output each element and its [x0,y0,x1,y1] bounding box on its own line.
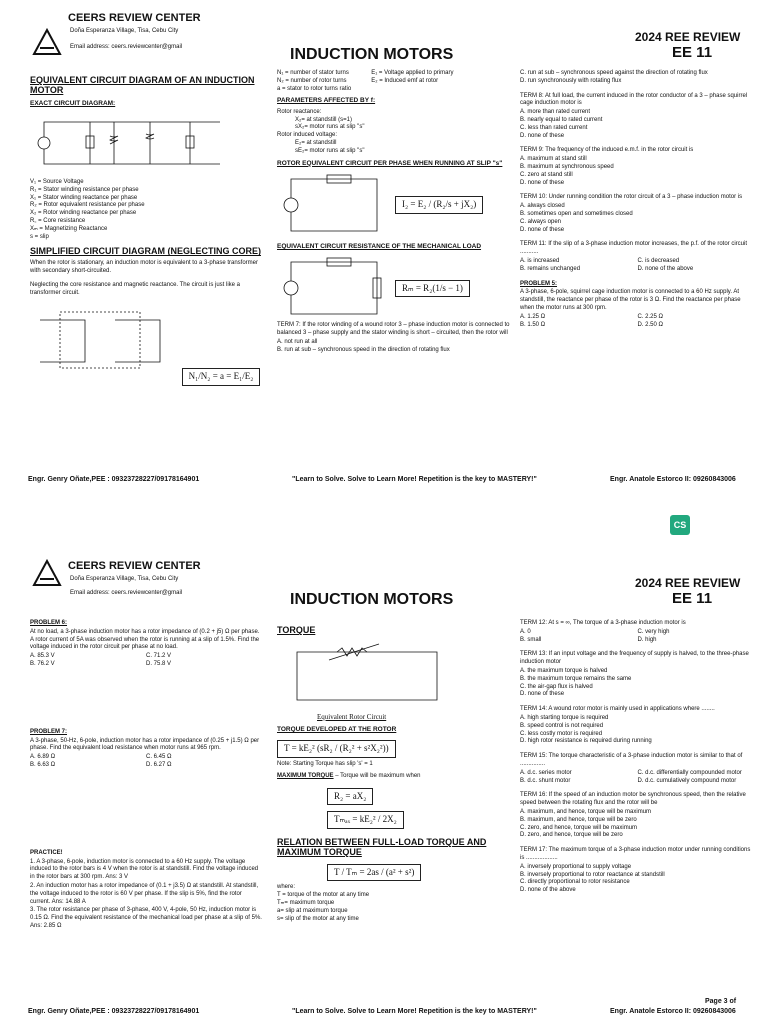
question-stem: TERM 8: At full load, the current induced in the rotor conductor of a 3 – phase squirrel cage induction motor is [520,92,748,107]
question-stem: TERM 11: If the slip of a 3-phase induction motor increases, the p.f. of the rotor circuit ........... [520,241,747,256]
answer-option: C. always open [520,218,562,225]
subsection-heading: PARAMETERS AFFECTED BY f: [277,97,376,105]
org-email: Email address: ceers.reviewcenter@gmail [70,590,183,596]
note: Note: Starting Torque has slip 's' = 1 [277,760,373,767]
practice-heading: PRACTICE! [30,849,63,856]
turns-ratio-formula: N₁/N₂ = a = E₁/E₂ [182,368,261,386]
param-line: Rotor induced voltage: [277,132,338,139]
footer-right: Engr. Anatole Estorco II: 09260843006 [610,1008,736,1015]
review-label: 2024 REE REVIEW [635,576,741,590]
answer-option: D. high [637,636,657,643]
answer-option: D. none of the above [637,265,694,272]
footer-left: Engr. Genry Oñate,PEE : 09323728227/09178164901 [28,476,200,483]
answer-option: C. less costly motor is required [520,730,603,737]
answer-option: C. run at sub – synchronous speed against the direction of rotating flux [520,70,708,76]
definition-line: a = stator to rotor turns ratio [277,85,352,92]
answer-option: C. less than rated current [520,124,588,131]
problem-text: A 3-phase, 50-Hz, 6-pole, induction motor has a rotor impedance of (0.25 + j1.5) Ω per phase. Find the equivalent load resistance when motor runs at 965 rpm. [30,737,260,752]
term-12 [520,620,755,644]
definition-line: R₁ = Stator winding resistance per phase [30,186,139,193]
answer-option: B. small [520,636,542,643]
answer-option: B. maximum, and hence, torque will be zero [520,816,637,823]
answer-option: C. 2.25 Ω [637,313,663,320]
term-16 [520,792,755,840]
term-8 [520,93,755,141]
param-line: Rotor reactance: [277,108,322,115]
rotor-circuit-block [277,171,513,239]
max-torque-condition-formula: R₂ = aX₂ [327,788,373,806]
answer-option: D. 6.27 Ω [146,761,172,768]
section-heading: SIMPLIFIED CIRCUIT DIAGRAM (NEGLECTING CORE) [30,246,261,257]
footer-quote: "Learn to Solve. Solve to Learn More! Repetition is the key to MASTERY!" [292,476,537,483]
problem-text: A 3-phase, 6-pole, squirrel cage induction motor is connected to a 60 Hz supply. At standstill, the reactance per phase of the rotor is 3 Ω. Find the reactance per phase when the motor runs at 300 rpm. [520,289,741,311]
rotor-current-formula: I₂ = E₂ / (R₂/s + jX₂) [395,196,483,214]
question-stem: TERM 10: Under running condition the rotor circuit of a 3 – phase induction motor is [520,194,743,201]
column-two [277,620,513,923]
answer-option: B. speed control is not required [520,722,604,729]
answer-option: A. 0 [520,628,531,635]
answer-option: D. 75.8 V [146,660,172,667]
section-heading: RELATION BETWEEN FULL-LOAD TORQUE AND MAXIMUM TORQUE [277,836,487,857]
answer-option: C. directly proportional to rotor resistance [520,879,630,886]
transformer-diagram [30,306,180,376]
course-code: EE 11 [672,44,713,61]
problem-heading: PROBLEM 6: [30,620,68,626]
term-10 [520,194,755,234]
answer-option: B. inversely proportional to rotor reactance at standstill [520,871,665,878]
section-heading: TORQUE [277,625,316,635]
answer-option: D. 2.50 Ω [637,321,663,328]
subsection-heading: ROTOR EQUIVALENT CIRCUIT PER PHASE WHEN RUNNING AT SLIP "s" [277,159,503,167]
question-stem: TERM 7: If the rotor winding of a wound rotor 3 – phase induction motor is connected to balanced 3 – phase supply and the stator winding is short – circuited, then the rotor will [277,322,510,337]
practice-section [30,850,262,931]
symbol-definitions [277,70,513,93]
load-circuit-block [277,254,513,322]
definition-line: R₂ = Rotor equivalent resistance per phase [30,202,145,209]
param-line: sE₂= motor runs at slip "s" [295,147,365,154]
column-three [520,620,755,902]
answer-option: B. the maximum torque remains the same [520,675,632,682]
rotor-circuit-diagram [277,171,387,239]
where-line: T = torque of the motor at any time [277,892,370,899]
answer-option: A. maximum, and hence, torque will be maximum [520,808,652,815]
ceers-logo-icon [32,26,62,56]
torque-formula: T = kE₂² (sR₂ / (R₂² + s²X₂²)) [277,740,396,758]
definition-line: E₁ = Voltage applied to primary [371,70,454,76]
column-two [277,70,513,362]
page-two [0,512,768,1015]
question-stem: TERM 12: At s = ∞, The torque of a 3-phase induction motor is [520,620,686,626]
page-number: Page 3 of [705,998,737,1005]
answer-option: A. inversely proportional to supply voltage [520,863,632,870]
answer-option: A. the maximum torque is halved [520,667,608,674]
answer-option: B. remains unchanged [520,265,581,272]
camscanner-badge: CS [670,515,690,535]
variable-definitions [30,179,262,241]
answer-option: C. the air-gap flux is halved [520,683,593,690]
answer-option: D. high rotor resistance is required during running [520,738,652,745]
answer-option: A. maximum at stand still [520,156,587,163]
review-label: 2024 REE REVIEW [635,30,741,44]
subsection-heading: EXACT CIRCUIT DIAGRAM: [30,99,116,107]
answer-option: B. 6.63 Ω [30,761,56,768]
question-stem: TERM 16: If the speed of an induction motor be synchronous speed, then the relative speed between the rotating flux and the rotor will be [520,792,746,807]
column-one [30,70,262,389]
subsection-heading: EQUIVALENT CIRCUIT RESISTANCE OF THE MECHANICAL LOAD [277,243,482,251]
answer-option: B. maximum at synchronous speed [520,163,614,170]
figure-caption: Equivalent Rotor Circuit [317,712,387,721]
footer-left: Engr. Genry Oñate,PEE : 09323728227/09178164901 [28,1008,200,1015]
page-one [0,0,768,500]
paragraph: When the rotor is stationary, an induction motor is equivalent to a 3-phase transformer with secondary short-circuited. [30,260,259,275]
definition-line: X₂ = Rotor winding reactance per phase [30,210,137,217]
org-name: CEERS REVIEW CENTER [68,12,201,24]
answer-option: A. high starting torque is required [520,714,609,721]
term-7 [277,322,513,354]
page-title: INDUCTION MOTORS [290,591,454,608]
where-line: s= slip of the motor at any time [277,915,359,922]
answer-option: D. none of these [520,226,565,233]
definition-line: R꜀ = Core resistance [30,218,86,224]
answer-option: C. 71.2 V [146,653,172,660]
definition-line: N₂ = number of rotor turns [277,77,347,84]
question-stem: TERM 14: A wound rotor motor is mainly used in applications where ........ [520,706,715,713]
answer-option: A. more than rated current [520,109,591,116]
where-line: Tₘ= maximum torque [277,899,335,906]
answer-option: D. none of these [520,179,565,186]
answer-option: C. zero at stand still [520,171,573,178]
term-15 [520,753,755,785]
answer-option: D. d.c. cumulatively compound motor [637,777,737,784]
param-line: sX₂= motor runs at slip "s" [295,124,365,131]
answer-option: D. run synchronously with rotating flux [520,77,622,84]
answer-option: A. 1.25 Ω [520,313,546,320]
practice-item: 1. A 3-phase, 6-pole, induction motor is connected to a 60 Hz supply. The voltage induced to the rotor bars is 4 V when the rotor is at standstill. Find the voltage induced in the rotor bars at 300 rpm. Ans: 3 V [30,858,259,881]
term-9 [520,147,755,187]
column-three [520,70,755,336]
practice-item: 2. An induction motor has a rotor impedance of (0.1 + j3.5) Ω at standstill. At standstill, the voltage induced to the rotor is 60 V per phase. If the slip is 5%, find the rotor current. Ans: 14.88 A [30,882,259,905]
problem-6 [30,620,262,669]
answer-option: A. 6.89 Ω [30,754,56,761]
practice-item: 3. The rotor resistance per phase of 3-phase, 400 V, 4-pole, 50 Hz, induction motor is 0.15 Ω. Find the equivalent resistance of the mechanical load per phase at a slip of 5%. Ans: 2.85 Ω [30,907,262,929]
param-line: X₂= at standstill (s=1) [295,116,353,123]
paragraph: Neglecting the core resistance and magnetic reactance. The circuit is just like a transformer circuit. [30,281,240,296]
where-line: where: [277,884,296,891]
answer-option: C. is decreased [637,257,680,264]
answer-option: C. d.c. differentially compounded motor [637,769,742,776]
question-stem: TERM 13: If an input voltage and the frequency of supply is halved, to the three-phase induction motor [520,651,749,666]
definition-line: s = slip [30,233,49,240]
problem-5 [520,281,755,330]
param-line: E₂= at standstill [295,140,337,147]
where-line: a= slip at maximum torque [277,907,348,914]
answer-option: D. none of these [520,132,565,139]
answer-option: B. d.c. shunt motor [520,777,571,784]
answer-option: A. not run at all [277,339,318,346]
answer-option: C. 6.45 Ω [146,754,172,761]
org-name: CEERS REVIEW CENTER [68,560,201,572]
question-stem: TERM 15: The torque characteristic of a 3-phase induction motor is similar to that of ............... [520,753,743,767]
answer-option: B. sometimes open and sometimes closed [520,210,633,217]
max-torque-formula: Tₘₐₓ = kE₂² / 2X₂ [327,811,404,829]
problem-text: At no load, a 3-phase induction motor has a rotor impedance of (0.2 + j5) Ω per phase. A rotor current of 5A was observed when the rotor is running at a slip of 1.5%. Find the voltage induced in the rotor circuit per phase at no load. [30,628,260,651]
definition-line: V₁ = Source Voltage [30,179,84,186]
term-17 [520,847,755,895]
load-resistance-formula: Rₘ = R₂(1/s − 1) [395,280,470,298]
answer-option: B. nearly equal to rated current [520,116,603,123]
answer-option: C. very high [637,628,670,635]
answer-option: D. zero, and hence, torque will be zero [520,832,623,839]
answer-option: B. 1.50 Ω [520,321,546,328]
definition-line: Xₘ = Magnetizing Reactance [30,225,108,232]
footer-right: Engr. Anatole Estorco II: 09260843006 [610,476,736,483]
answer-option: B. run at sub – synchronous speed in the direction of rotating flux [277,346,450,353]
term-11 [520,241,755,273]
answer-option: A. 85.3 V [30,653,55,660]
ceers-logo-icon [32,557,62,587]
org-address: Doña Esperanza Village, Tisa, Cebu City [70,28,179,34]
subsection-heading: TORQUE DEVELOPED AT THE ROTOR [277,725,397,733]
question-stem: TERM 9: The frequency of the induced e.m.f. in the rotor circuit is [520,147,694,154]
answer-option: D. none of the above [520,887,576,894]
subsection-heading: MAXIMUM TORQUE [277,772,334,779]
answer-option: A. is increased [520,257,560,264]
term-13 [520,651,755,699]
problem-7 [30,729,262,770]
equivalent-rotor-circuit-diagram [277,642,447,706]
term-7-continued [520,70,755,86]
definition-line: E₂ = Induced emf at rotor [371,77,439,84]
course-code: EE 11 [672,590,713,607]
torque-ratio-formula: T / Tₘ = 2as / (a² + s²) [327,864,421,882]
answer-option: D. none of these [520,691,565,698]
load-circuit-diagram [277,254,387,322]
page-title: INDUCTION MOTORS [290,46,454,63]
org-address: Doña Esperanza Village, Tisa, Cebu City [70,576,179,582]
column-one [30,620,262,938]
definition-line: X₁ = Stator winding reactance per phase [30,194,138,201]
answer-option: B. 76.2 V [30,660,55,667]
section-heading: EQUIVALENT CIRCUIT DIAGRAM OF AN INDUCTION MOTOR [30,75,255,95]
subsection-text: – Torque will be maximum when [335,772,421,779]
footer-quote: "Learn to Solve. Solve to Learn More! Repetition is the key to MASTERY!" [292,1008,537,1015]
question-stem: TERM 17: The maximum torque of a 3-phase induction motor under running conditions is ................... [520,847,751,861]
problem-heading: PROBLEM 5: [520,280,558,287]
definition-line: N₁ = number of stator turns [277,70,349,76]
org-email: Email address: ceers.reviewcenter@gmail [70,44,183,50]
answer-option: A. always closed [520,203,565,210]
answer-option: A. d.c. series motor [520,769,572,776]
problem-heading: PROBLEM 7: [30,728,68,735]
answer-option: C. zero, and hence, torque will be maximum [520,824,638,831]
exact-circuit-diagram [30,114,230,172]
term-14 [520,706,755,746]
